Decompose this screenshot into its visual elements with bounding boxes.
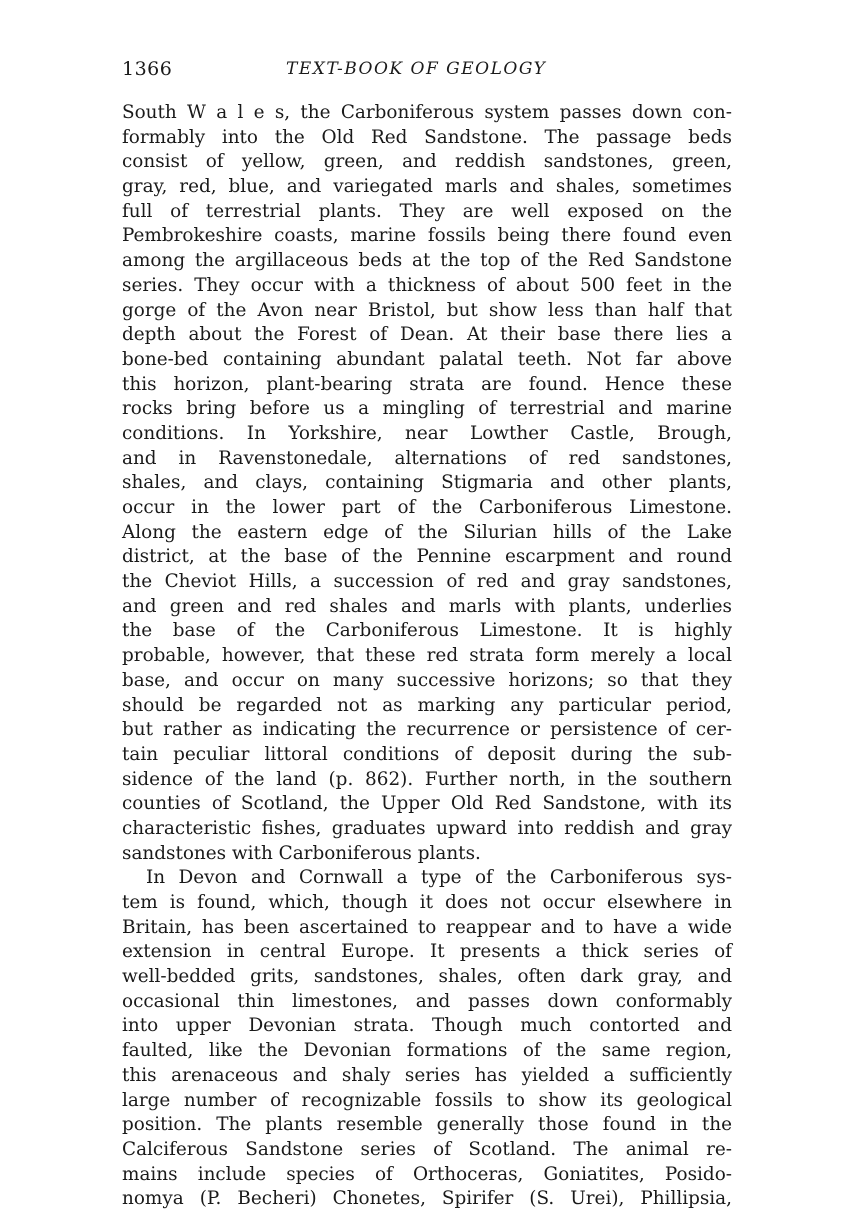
text-line: series. They occur with a thickness of about 500 feet in the	[122, 274, 732, 296]
text-line: occasional thin limestones, and passes down conformably	[122, 990, 732, 1012]
text-line: position. The plants resemble generally those found in the	[122, 1114, 732, 1136]
text-line: but rather as indicating the recurrence or persistence of cer-	[122, 719, 732, 741]
text-line: full of terrestrial plants. They are well exposed on the	[122, 200, 732, 222]
text-line: should be regarded not as marking any particular period,	[122, 694, 732, 716]
text-line: counties of Scotland, the Upper Old Red Sandstone, with its	[122, 793, 732, 815]
text-line: extension in central Europe. It presents a thick series of	[122, 941, 732, 963]
text-line: Along the eastern edge of the Silurian hills of the Lake	[122, 521, 732, 543]
text-line: into upper Devonian strata. Though much contorted and	[122, 1015, 732, 1037]
page-number: 1366	[122, 58, 173, 80]
text-line: and green and red shales and marls with plants, underlies	[122, 595, 732, 617]
text-line: Britain, has been ascertained to reappear and to have a wide	[122, 916, 732, 938]
text-line: nomya (P. Becheri) Chonetes, Spirifer (S. Urei), Phillipsia,	[122, 1188, 732, 1210]
text-line: In Devon and Cornwall a type of the Carboniferous sys-	[146, 867, 732, 889]
body-text	[122, 101, 732, 1212]
text-line: base, and occur on many successive horizons; so that they	[122, 669, 732, 691]
text-line: formably into the Old Red Sandstone. The passage beds	[122, 126, 732, 148]
text-line: gray, red, blue, and variegated marls and shales, sometimes	[122, 176, 732, 198]
running-title: TEXT-BOOK OF GEOLOGY	[286, 59, 547, 79]
text-line: mains include species of Orthoceras, Goniatites, Posido-	[122, 1163, 732, 1185]
text-line: faulted, like the Devonian formations of the same region,	[122, 1040, 732, 1062]
text-line: this arenaceous and shaly series has yielded a sufficiently	[122, 1064, 732, 1086]
text-line: tem is found, which, though it does not occur elsewhere in	[122, 892, 732, 913]
text-line: occur in the lower part of the Carboniferous Limestone.	[122, 497, 732, 518]
text-line: sandstones with Carboniferous plants.	[122, 842, 481, 864]
text-line: and in Ravenstonedale, alternations of red sandstones,	[122, 447, 732, 469]
text-line: gorge of the Avon near Bristol, but show less than half that	[122, 299, 732, 321]
text-line: large number of recognizable fossils to show its geological	[122, 1089, 732, 1111]
text-line: probable, however, that these red strata form merely a local	[122, 645, 732, 667]
text-line: consist of yellow, green, and reddish sandstones, green,	[122, 151, 732, 173]
text-line: Pembrokeshire coasts, marine fossils being there found even	[122, 225, 732, 247]
text-line: the Cheviot Hills, a succession of red and gray sandstones,	[122, 571, 732, 593]
text-line: the base of the Carboniferous Limestone. It is highly	[122, 620, 732, 642]
text-line: this horizon, plant-bearing strata are found. Hence these	[122, 373, 732, 395]
text-line: South W a l e s, the Carboniferous system passes down con-	[122, 102, 732, 123]
page-header	[122, 58, 734, 86]
text-line: district, at the base of the Pennine escarpment and round	[122, 546, 732, 568]
text-line: well-bedded grits, sandstones, shales, often dark gray, and	[122, 966, 732, 988]
text-line: sidence of the land (p. 862). Further north, in the southern	[122, 768, 732, 790]
text-line: bone-bed containing abundant palatal teeth. Not far above	[122, 348, 732, 370]
text-line: Calciferous Sandstone series of Scotland. The animal re-	[122, 1138, 732, 1160]
text-line: depth about the Forest of Dean. At their base there lies a	[122, 324, 732, 346]
text-line: conditions. In Yorkshire, near Lowther Castle, Brough,	[122, 422, 732, 444]
text-line: characteristic fishes, graduates upward into reddish and gray	[122, 817, 732, 839]
text-line: rocks bring before us a mingling of terrestrial and marine	[122, 398, 732, 420]
text-line: shales, and clays, containing Stigmaria and other plants,	[122, 472, 732, 494]
text-line: tain peculiar littoral conditions of deposit during the sub-	[122, 743, 732, 765]
text-line: among the argillaceous beds at the top of the Red Sandstone	[122, 250, 732, 272]
